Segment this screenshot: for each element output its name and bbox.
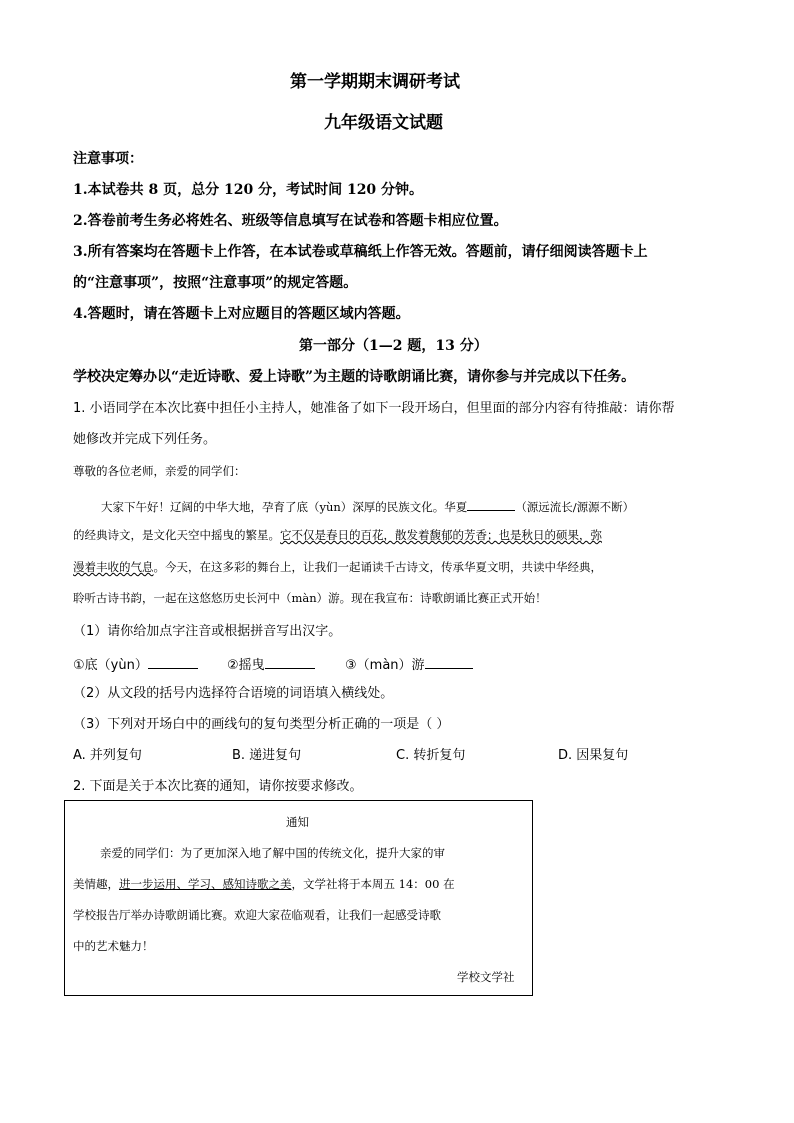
notice-line: 学校报告厅举办诗歌朗诵比赛。欢迎大家莅临观看，让我们一起感受诗歌 (73, 908, 441, 922)
notes-item: 3.所有答案均在答题卡上作答，在本试卷或草稿纸上作答无效。答题前，请仔细阅读答题卡上 (73, 244, 648, 260)
notes-item: 2.答卷前考生务必将姓名、班级等信息填写在试卷和答题卡相应位置。 (73, 213, 508, 229)
notice-box (64, 800, 533, 996)
notice-line: 亲爱的同学们：为了更加深入地了解中国的传统文化，提升大家的审 (100, 846, 445, 860)
speech-line: 漫着丰收的气息。今天，在这多彩的舞台上，让我们一起诵读千古诗文，传承华夏文明，共读中华经典， (73, 560, 602, 574)
answer-blank (265, 656, 315, 669)
option-d: D. 因果复句 (558, 748, 629, 763)
q1-stem: 1. 小语同学在本次比赛中担任小主持人，她准备了如下一段开场白，但里面的部分内容有待推敲：请你帮 (73, 401, 675, 416)
notes-item: 4.答题时，请在答题卡上对应题目的答题区域内答题。 (73, 306, 410, 322)
answer-blank (467, 498, 515, 511)
part1-heading: 第一部分（1—2 题，13 分） (299, 338, 488, 354)
speech-line: 聆听古诗书韵，一起在这悠悠历史长河中（màn）游。现在我宣布：诗歌朗诵比赛正式开始！ (73, 591, 547, 605)
notice-signature: 学校文学社 (457, 970, 515, 984)
dotted-word: 摇曳 (211, 528, 234, 542)
q1-sub1-item: ②摇曳 (227, 656, 315, 672)
option-a: A. 并列复句 (73, 748, 142, 763)
speech-line: 大家下午好！辽阔的中华大地，孕育了底（yùn）深厚的民族文化。华夏 （源远流长/源源不断） (101, 500, 635, 514)
exam-title: 第一学期期末调研考试 (290, 72, 460, 92)
notes-item: 1.本试卷共 8 页，总分 120 分，考试时间 120 分钟。 (73, 182, 424, 198)
q1-sub3: （3）下列对开场白中的画线句的复句类型分析正确的一项是（ ） (73, 717, 450, 732)
underlined-phrase: 进一步运用、学习、感知诗歌之美 (119, 877, 292, 891)
exam-subtitle: 九年级语文试题 (324, 113, 443, 133)
option-b: B. 递进复句 (232, 748, 302, 763)
part1-intro: 学校决定筹办以“走近诗歌、爱上诗歌”为主题的诗歌朗诵比赛，请你参与并完成以下任务。 (73, 369, 636, 385)
speech-line: 的经典诗文，是文化天空中摇曳的繁星。它不仅是春日的百花，散发着馥郁的芳香；也是秋日的硕果，弥 (73, 528, 602, 542)
answer-blank (148, 656, 198, 669)
notice-line: 中的艺术魅力！ (73, 939, 154, 953)
q1-sub1: （1）请你给加点字注音或根据拼音写出汉字。 (73, 624, 342, 639)
notice-line: 美情趣，进一步运用、学习、感知诗歌之美，文学社将于本周五 14：00 在 (73, 877, 455, 891)
option-c: C. 转折复句 (396, 748, 466, 763)
underlined-sentence: 漫着丰收的气息 (73, 560, 154, 574)
q1-sub1-item: ①底（yùn） (73, 656, 198, 672)
notice-title: 通知 (286, 815, 309, 829)
underlined-sentence: 它不仅是春日的百花，散发着馥郁的芳香；也是秋日的硕果，弥 (280, 528, 602, 542)
dotted-char: 底 (296, 500, 308, 514)
q2-stem: 2. 下面是关于本次比赛的通知，请你按要求修改。 (73, 779, 363, 794)
q1-sub1-item: ③（màn）游 (345, 656, 473, 672)
speech-greeting: 尊敬的各位老师，亲爱的同学们： (73, 464, 246, 478)
q1-sub2: （2）从文段的括号内选择符合语境的词语填入横线处。 (73, 686, 394, 701)
notes-heading: 注意事项： (73, 151, 143, 167)
notes-item: 的“注意事项”，按照“注意事项”的规定答题。 (73, 275, 358, 291)
answer-blank (425, 656, 473, 669)
q1-stem-cont: 她修改并完成下列任务。 (73, 432, 217, 447)
